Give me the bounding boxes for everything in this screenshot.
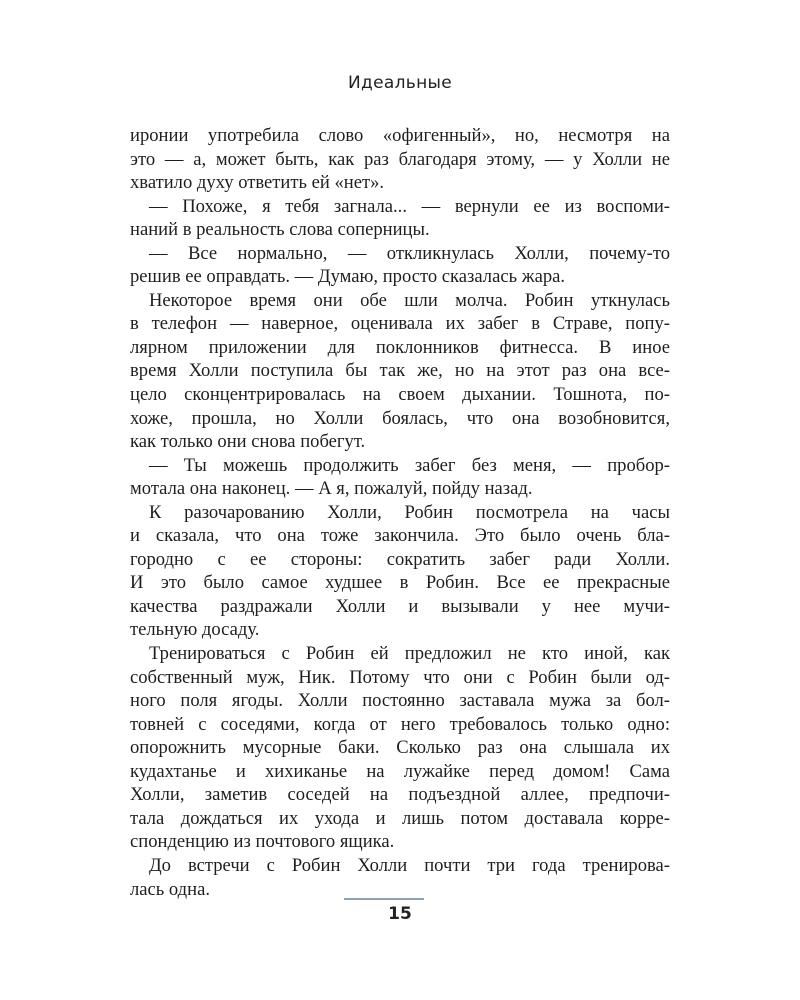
text-line: время Холли поступила бы так же, но на этот раз она все-	[130, 360, 670, 382]
text-line: лярном приложении для поклонников фитнесса. В иное	[130, 336, 670, 358]
text-line: решив ее оправдать. — Думаю, просто сказалась жара.	[130, 266, 566, 288]
text-line: и сказала, что она тоже закончила. Это было очень бла-	[130, 525, 670, 547]
text-line: ного поля ягоды. Холли постоянно заставала мужа за бол-	[130, 690, 670, 712]
text-line: тала дождаться их ухода и лишь потом доставала корре-	[130, 807, 670, 829]
text-line: в телефон — наверное, оценивала их забег в Страве, попу-	[130, 313, 670, 335]
text-line: мотала она наконец. — А я, пожалуй, пойду назад.	[130, 478, 533, 500]
text-line: Тренироваться с Робин ей предложил не кто иной, как	[149, 643, 670, 665]
text-line: — Все нормально, — откликнулась Холли, почему-то	[149, 242, 670, 264]
running-title: Идеальные	[348, 73, 452, 93]
text-line: лась одна.	[130, 878, 210, 900]
text-line: тельную досаду.	[130, 619, 260, 641]
text-line: цело сконцентрировалась на своем дыхании. Тошнота, по-	[130, 384, 670, 406]
page-number: 15	[388, 904, 412, 924]
text-line: Некоторое время они обе шли молча. Робин уткнулась	[149, 289, 670, 311]
text-line: хватило духу ответить ей «нет».	[130, 172, 385, 194]
text-line: — Похоже, я тебя загнала... — вернули ее из воспоми-	[149, 195, 670, 217]
text-line: иронии употребила слово «офигенный», но, несмотря на	[130, 125, 670, 146]
text-line: качества раздражали Холли и вызывали у нее мучи-	[130, 595, 670, 617]
text-line: городно с ее стороны: сократить забег ради Холли.	[130, 548, 670, 570]
text-line: И это было самое худшее в Робин. Все ее прекрасные	[130, 572, 670, 594]
text-line: товней с соседями, когда от него требовалось только одно:	[130, 713, 670, 735]
text-line: это — а, может быть, как раз благодаря этому, — у Холли не	[130, 148, 670, 170]
footer-divider	[344, 898, 424, 900]
text-line: опорожнить мусорные баки. Сколько раз она слышала их	[130, 737, 670, 759]
text-line: как только они снова побегут.	[130, 431, 366, 453]
text-line: наний в реальность слова соперницы.	[130, 219, 430, 241]
text-line: До встречи с Робин Холли почти три года тренирова-	[149, 854, 670, 876]
text-line: К разочарованию Холли, Робин посмотрела на часы	[149, 501, 670, 523]
text-line: Холли, заметив соседей на подъездной аллее, предпочи-	[130, 784, 670, 806]
text-line: собственный муж, Ник. Потому что они с Робин были од-	[130, 666, 670, 688]
text-line: кудахтанье и хихиканье на лужайке перед домом! Сама	[130, 760, 670, 782]
body-text	[130, 124, 670, 901]
text-line: — Ты можешь продолжить забег без меня, — пробор-	[149, 454, 670, 476]
text-line: хоже, прошла, но Холли боялась, что она возобновится,	[130, 407, 670, 429]
text-line: спонденцию из почтового ящика.	[130, 831, 395, 853]
